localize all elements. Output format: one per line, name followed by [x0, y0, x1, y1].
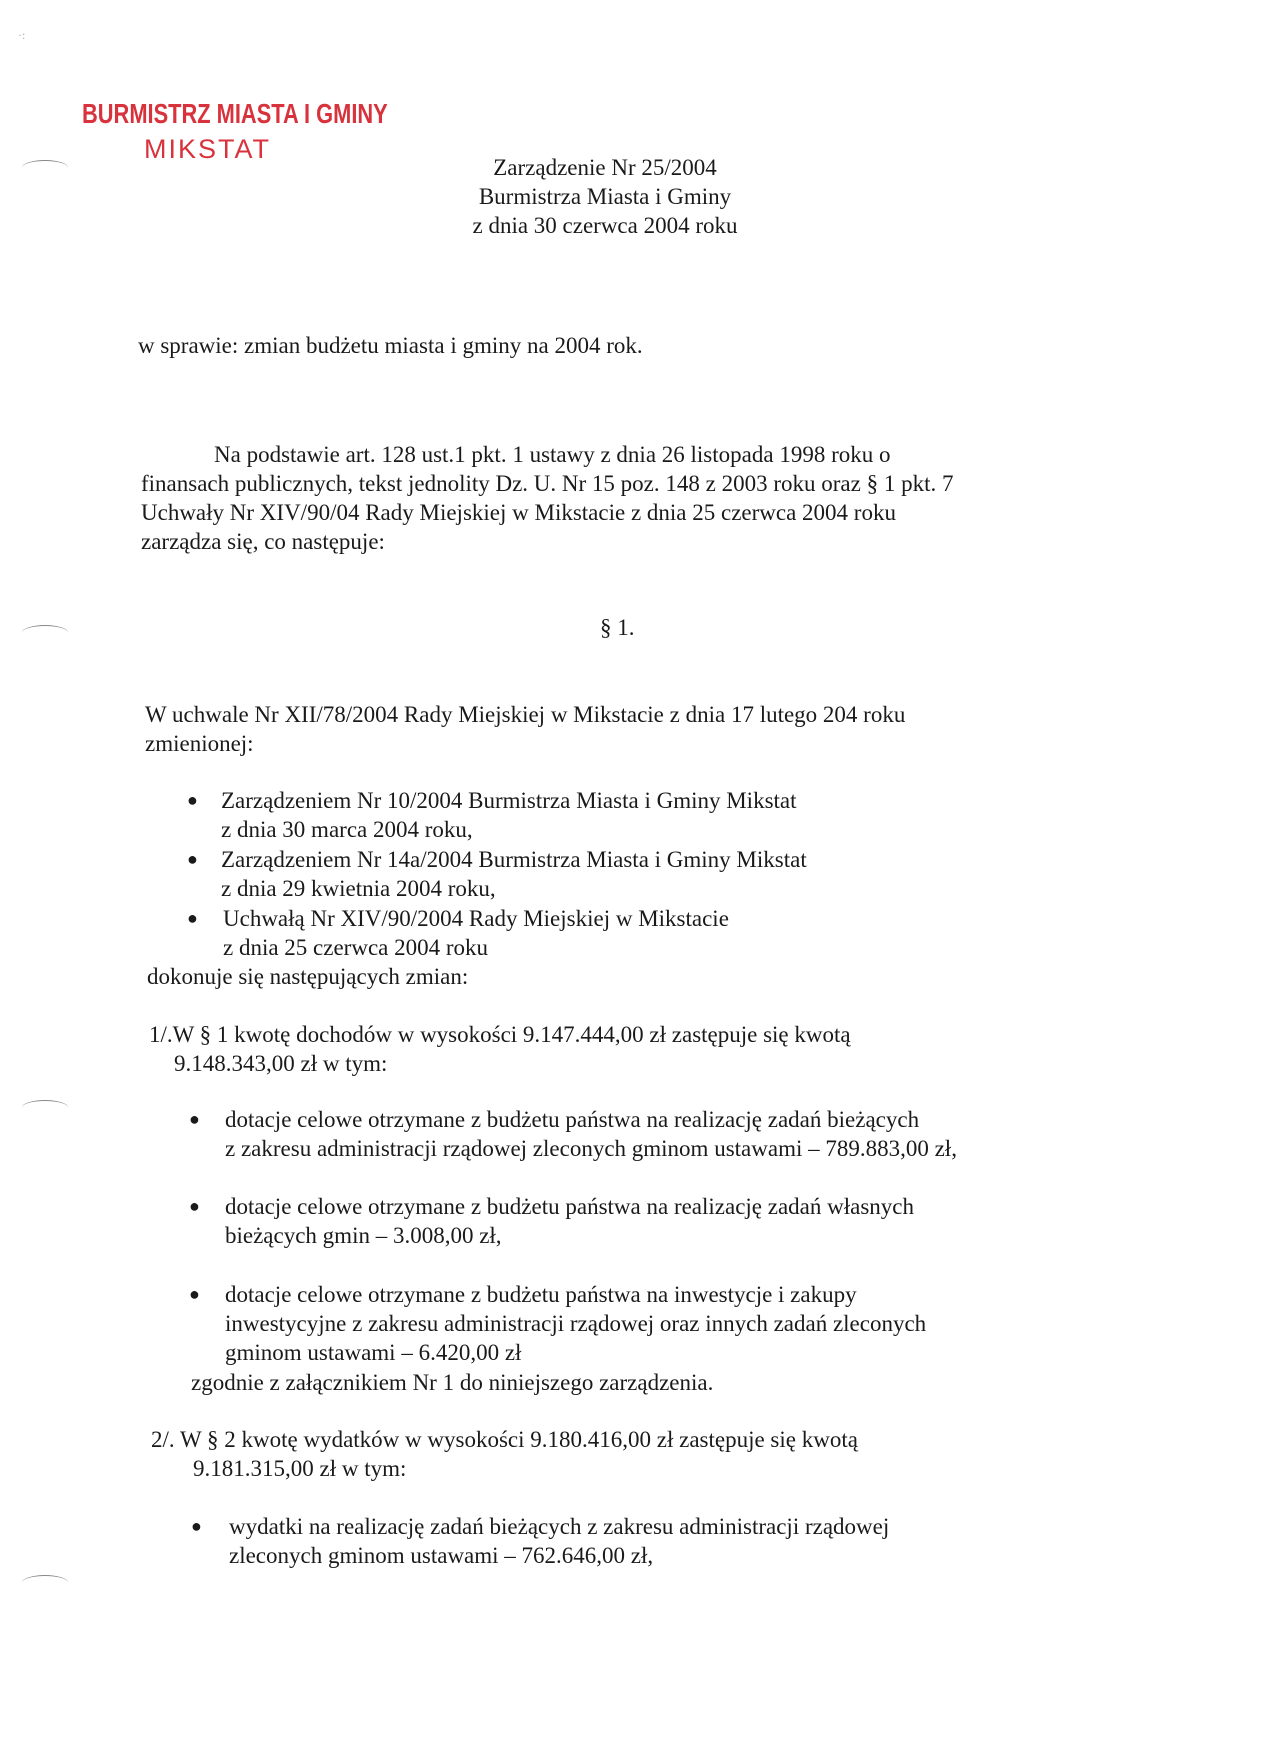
intro-line: W uchwale Nr XII/78/2004 Rady Miejskiej w Mikstacie z dnia 17 lutego 204 roku [145, 702, 906, 727]
bullet-icon: ● [187, 908, 198, 928]
changes-intro: dokonuje się następujących zmian: [147, 964, 469, 989]
punch-hole-mark [22, 1575, 68, 1590]
point-1-heading-cont: 9.148.343,00 zł w tym: [174, 1051, 388, 1076]
list-item: ● Uchwałą Nr XIV/90/2004 Rady Miejskiej w Mikstacie z dnia 25 czerwca 2004 roku [187, 906, 729, 960]
list-item: ● Zarządzeniem Nr 14a/2004 Burmistrza Miasta i Gminy Mikstat z dnia 29 kwietnia 2004 roku, [187, 847, 807, 901]
bullet-icon: ● [189, 1284, 200, 1304]
legal-basis-line: zarządza się, co następuje: [141, 529, 385, 554]
scan-speck: ·: [18, 28, 26, 42]
punch-hole-mark [22, 1100, 68, 1115]
office-stamp [82, 98, 474, 165]
bullet-icon: ● [189, 1109, 200, 1129]
point-1-heading: 1/.W § 1 kwotę dochodów w wysokości 9.147.444,00 zł zastępuje się kwotą [149, 1022, 851, 1047]
list-item: ● Zarządzeniem Nr 10/2004 Burmistrza Miasta i Gminy Mikstat z dnia 30 marca 2004 roku, [187, 788, 797, 842]
bullet-icon: ● [187, 849, 198, 869]
list-item: ● wydatki na realizację zadań bieżących z zakresu administracji rządowej zleconych gminom ustawami – 762.646,00 zł, [191, 1514, 890, 1568]
stamp-line-1: BURMISTRZ MIASTA I GMINY [82, 98, 388, 129]
punch-hole-mark [22, 160, 68, 175]
bullet-icon: ● [187, 790, 198, 810]
list-item: ● dotacje celowe otrzymane z budżetu państwa na realizację zadań bieżących z zakresu administracji rządowej zleconych gminom ustawami – 789.883,00 zł, [189, 1107, 957, 1161]
list-item: ● dotacje celowe otrzymane z budżetu państwa na realizację zadań własnych bieżących gmin – 3.008,00 zł, [189, 1194, 915, 1248]
document-header [420, 153, 790, 240]
stamp-line-2: MIKSTAT [144, 134, 271, 164]
list-item: ● dotacje celowe otrzymane z budżetu państwa na inwestycje i zakupy inwestycyjne z zakresu administracji rządowej oraz innych zadań zleconych gminom ustawami – 6.420,00 zł [189, 1282, 927, 1365]
point-2-heading-cont: 9.181.315,00 zł w tym: [193, 1456, 407, 1481]
document-subject: w sprawie: zmian budżetu miasta i gminy na 2004 rok. [138, 333, 643, 358]
intro-line: zmienionej: [145, 731, 254, 756]
legal-basis-line: Na podstawie art. 128 ust.1 pkt. 1 ustawy z dnia 26 listopada 1998 roku o [214, 442, 891, 467]
document-title: Zarządzenie Nr 25/2004 [493, 155, 717, 180]
legal-basis-line: finansach publicznych, tekst jednolity Dz. U. Nr 15 poz. 148 z 2003 roku oraz § 1 pkt. 7 [141, 471, 954, 496]
bullet-icon: ● [189, 1196, 200, 1216]
point-1-footer: zgodnie z załącznikiem Nr 1 do niniejszego zarządzenia. [191, 1370, 714, 1395]
point-2-heading: 2/. W § 2 kwotę wydatków w wysokości 9.180.416,00 zł zastępuje się kwotą [151, 1427, 858, 1452]
section-mark: § 1. [600, 615, 635, 640]
punch-hole-mark [22, 625, 68, 640]
bullet-icon: ● [191, 1516, 202, 1536]
document-issuer: Burmistrza Miasta i Gminy [478, 184, 732, 209]
document-date: z dnia 30 czerwca 2004 roku [472, 213, 738, 238]
legal-basis-line: Uchwały Nr XIV/90/04 Rady Miejskiej w Mikstacie z dnia 25 czerwca 2004 roku [141, 500, 896, 525]
